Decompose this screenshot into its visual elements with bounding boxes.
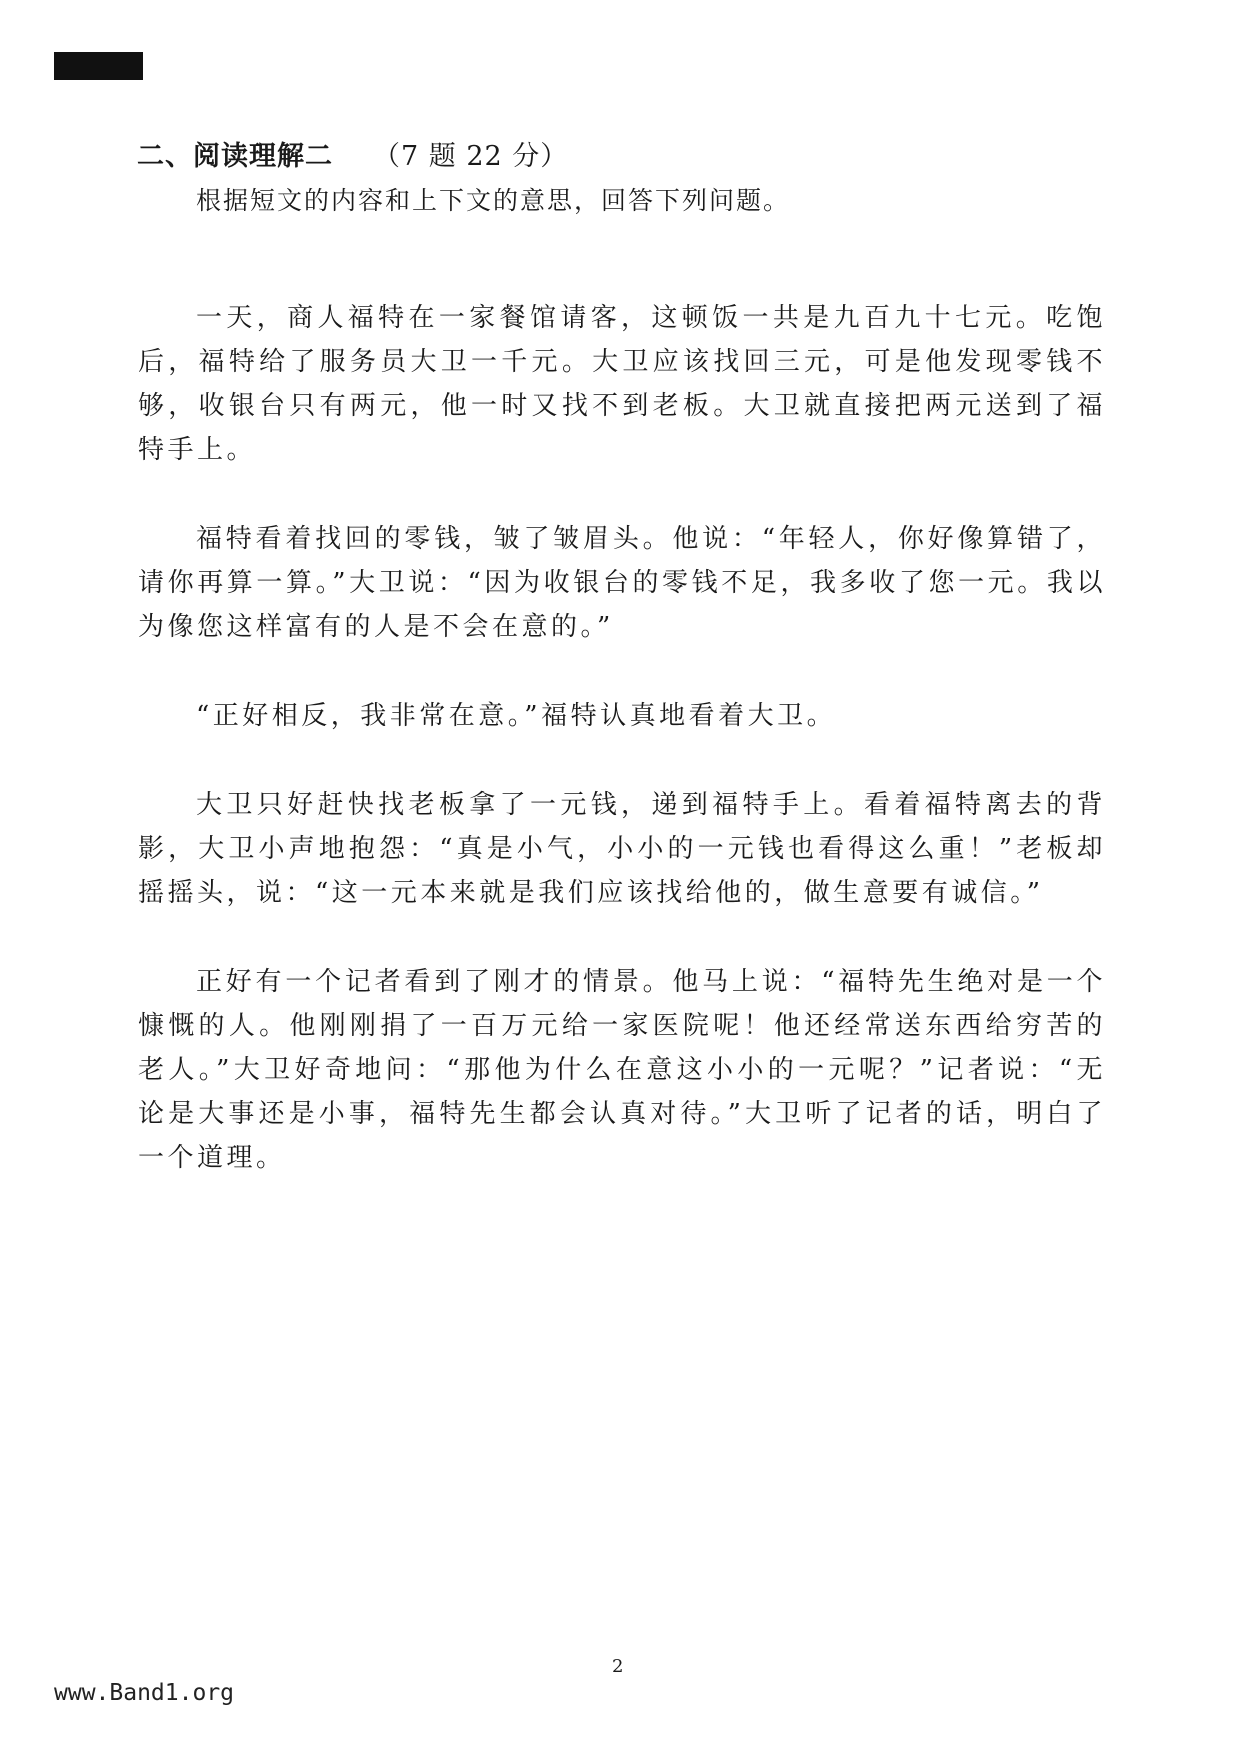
instructions: 根据短文的内容和上下文的意思，回答下列问题。 — [196, 186, 791, 215]
passage-paragraph-2: 福特看着找回的零钱，皱了皱眉头。他说：“年轻人，你好像算错了，请你再算一算。”大卫说：“因为收银台的零钱不足，我多收了您一元。我以为像您这样富有的人是不会在意的。” — [138, 524, 1106, 642]
reading-passage — [138, 296, 1106, 1180]
passage-paragraph-5: 正好有一个记者看到了刚才的情景。他马上说：“福特先生绝对是一个慷慨的人。他刚刚捐了一百万元给一家医院呢！他还经常送东西给穷苦的老人。”大卫好奇地问：“那他为什么在意这小小的一元呢？”记者说：“无论是大事还是小事，福特先生都会认真对待。”大卫听了记者的话，明白了一个道理。 — [138, 967, 1106, 1173]
passage-paragraph-4: 大卫只好赶快找老板拿了一元钱，递到福特手上。看着福特离去的背影，大卫小声地抱怨：“真是小气，小小的一元钱也看得这么重！”老板却摇摇头，说：“这一元本来就是我们应该找给他的，做生意要有诚信。” — [138, 790, 1106, 908]
section-title: 二、阅读理解二 — [137, 141, 333, 172]
section-heading — [137, 134, 568, 173]
redaction-block — [54, 52, 143, 80]
passage-paragraph-1: 一天，商人福特在一家餐馆请客，这顿饭一共是九百九十七元。吃饱后，福特给了服务员大卫一千元。大卫应该找回三元，可是他发现零钱不够，收银台只有两元，他一时又找不到老板。大卫就直接把两元送到了福特手上。 — [138, 303, 1106, 465]
passage-paragraph-3: “正好相反，我非常在意。”福特认真地看着大卫。 — [196, 701, 837, 731]
footer-url: www.Band1.org — [54, 1680, 235, 1706]
page-number: 2 — [612, 1656, 624, 1677]
section-score: （7 题 22 分） — [373, 141, 569, 172]
